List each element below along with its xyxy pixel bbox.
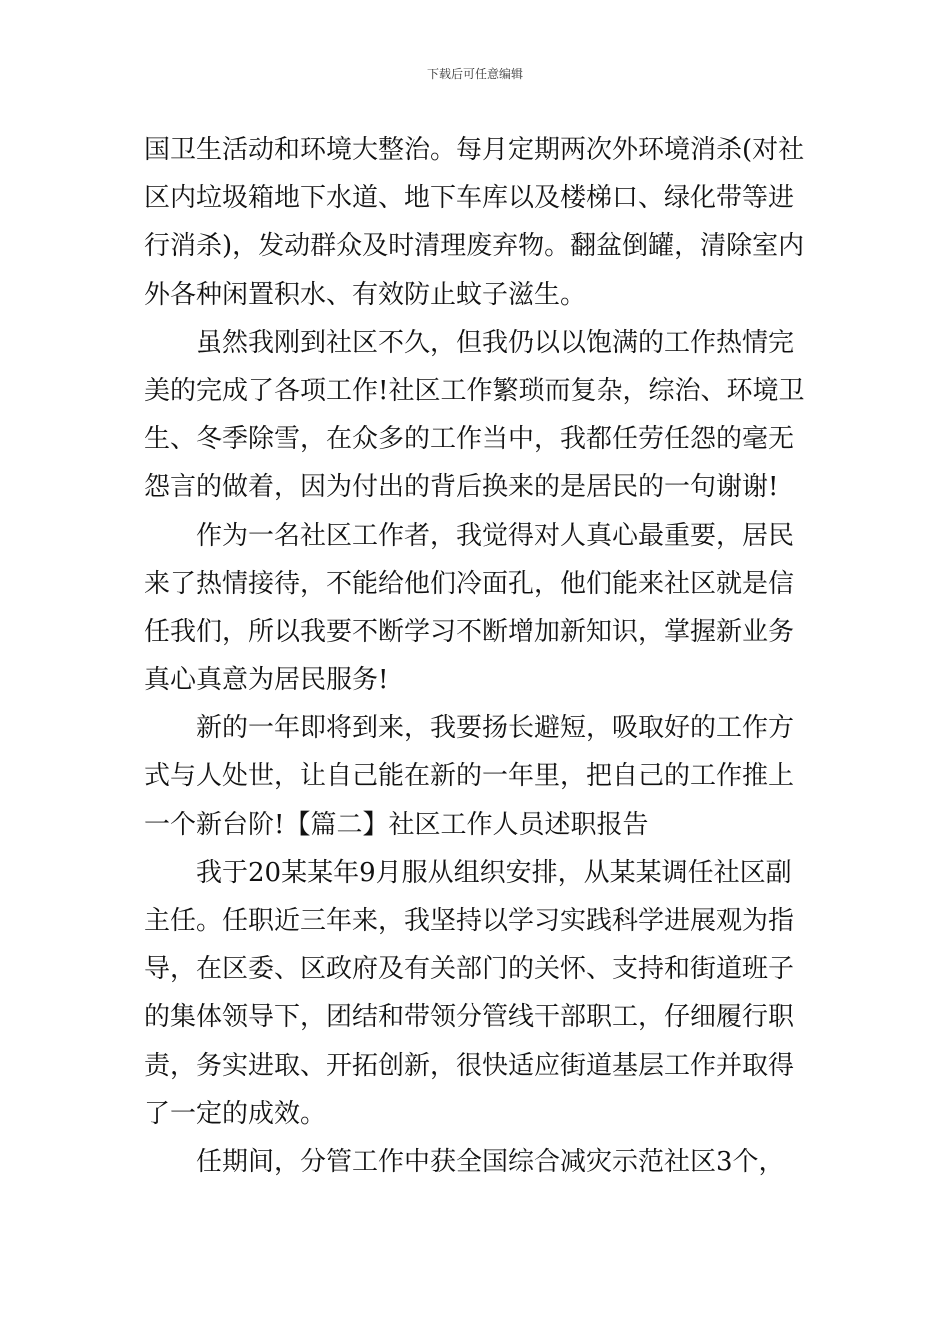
- text-line: 任我们，所以我要不断学习不断增加新知识，掌握新业务: [144, 616, 795, 647]
- text-line: 了一定的成效。: [144, 1098, 327, 1129]
- text-line: 区内垃圾箱地下水道、地下车库以及楼梯口、绿化带等进: [144, 183, 795, 214]
- text-line: 责，务实进取、开拓创新，很快适应街道基层工作并取得: [144, 1050, 795, 1081]
- text-line: 作为一名社区工作者，我觉得对人真心最重要，居民: [196, 520, 795, 551]
- text-line: 式与人处世，让自己能在新的一年里，把自己的工作推上: [144, 761, 795, 792]
- text-line: 的集体领导下，团结和带领分管线干部职工，仔细履行职: [144, 1002, 795, 1033]
- text-line: 外各种闲置积水、有效防止蚊子滋生。: [144, 279, 587, 310]
- text-line: 导，在区委、区政府及有关部门的关怀、支持和街道班子: [144, 954, 795, 985]
- text-line: 怨言的做着，因为付出的背后换来的是居民的一句谢谢!: [144, 472, 779, 503]
- text-line: 真心真意为居民服务!: [144, 665, 389, 696]
- page-header-note: 下载后可任意编辑: [426, 67, 523, 81]
- text-line: 行消杀)，发动群众及时清理废弃物。翻盆倒罐，清除室内: [144, 231, 805, 262]
- text-line: 来了热情接待，不能给他们冷面孔，他们能来社区就是信: [144, 568, 795, 599]
- text-line: 一个新台阶!【篇二】社区工作人员述职报告: [144, 809, 649, 840]
- text-line: 生、冬季除雪，在众多的工作当中，我都任劳任怨的毫无: [144, 424, 795, 455]
- text-line: 我于20某某年9月服从组织安排，从某某调任社区副: [196, 857, 792, 888]
- text-line: 任期间，分管工作中获全国综合减灾示范社区3个，: [196, 1146, 785, 1177]
- text-line: 美的完成了各项工作!社区工作繁琐而复杂，综治、环境卫: [144, 375, 805, 406]
- text-line: 虽然我刚到社区不久，但我仍以以饱满的工作热情完: [196, 327, 795, 358]
- text-line: 新的一年即将到来，我要扬长避短，吸取好的工作方: [196, 713, 795, 744]
- text-line: 国卫生活动和环境大整治。每月定期两次外环境消杀(对社: [144, 135, 805, 165]
- document-body: [144, 126, 812, 1186]
- text-line: 主任。任职近三年来，我坚持以学习实践科学进展观为指: [144, 906, 795, 936]
